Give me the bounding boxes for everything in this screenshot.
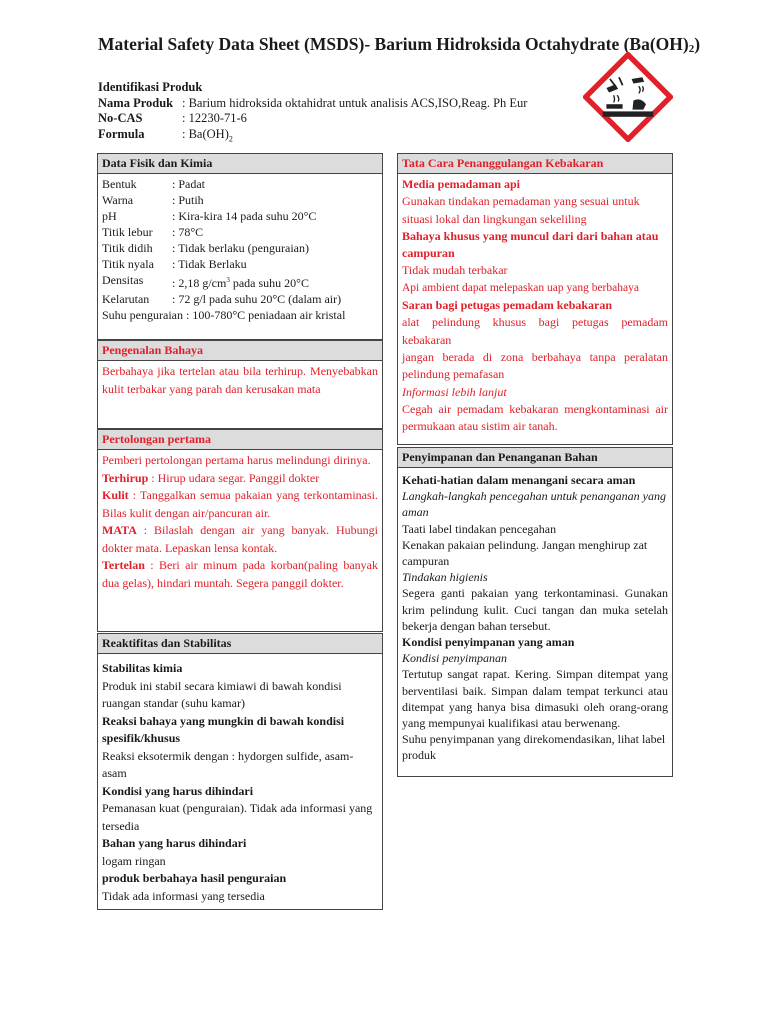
section-text: Kenakan pakaian pelindung. Jangan menghirup zat campuran xyxy=(402,537,648,569)
first-aid-item: MATA : Bilaslah dengan air yang banyak. Hubungi dokter mata. Lepaskan lensa kontak. xyxy=(102,523,378,555)
prop-row: Kelarutan : 72 g/l pada suhu 20°C (dalam air) xyxy=(102,292,342,306)
section-text: logam ringan xyxy=(102,853,166,868)
section-text: Produk ini stabil secara kimiawi di bawah kondisi ruangan standar (suhu kamar) xyxy=(102,678,342,710)
prop-row: Titik nyala : Tidak Berlaku xyxy=(102,257,247,271)
identification-heading: Identifikasi Produk xyxy=(98,80,203,94)
storage-heading: Penyimpanan dan Penanganan Bahan xyxy=(398,448,672,468)
section-heading: Saran bagi petugas pemadam kebakaran xyxy=(402,298,613,313)
first-aid-item: Terhirup : Hirup udara segar. Panggil dokter xyxy=(102,470,320,485)
section-text: Pemanasan kuat (penguraian). Tidak ada informasi yang tersedia xyxy=(102,801,373,833)
cas-row: No-CAS : 12230-71-6 xyxy=(98,111,247,125)
firefighting-heading: Tata Cara Penanggulangan Kebakaran xyxy=(398,154,672,174)
product-name-row: Nama Produk : Barium hidroksida oktahidrat untuk analisis ACS,ISO,Reag. Ph Eur xyxy=(98,95,528,110)
product-identification xyxy=(98,80,527,147)
section-heading: Stabilitas kimia xyxy=(102,661,183,675)
section-heading: Kondisi yang harus dihindari xyxy=(102,783,254,798)
section-heading: Bahaya khusus yang muncul dari dari bahan atau campuran xyxy=(402,228,659,261)
section-text: jangan berada di zona berbahaya tanpa peralatan pelindung pemafasan xyxy=(402,349,668,382)
formula-row: Formula : $Ba(OH)_2$ xyxy=(98,126,233,143)
storage-box xyxy=(397,447,673,777)
prop-row: pH : Kira-kira 14 pada suhu 20°C xyxy=(102,209,317,223)
hazard-text: Berbahaya jika tertelan atau bila terhirup. Menyebabkan kulit terbakar yang parah dan kerusakan mata xyxy=(102,364,378,396)
section-text: Reaksi eksotermik dengan : hydorgen sulfide, asam-asam xyxy=(102,748,354,780)
first-aid-box xyxy=(97,429,383,632)
corrosive-icon xyxy=(583,52,673,142)
hazard-box xyxy=(97,340,383,429)
section-heading: Kehati-hatian dalam menangani secara aman xyxy=(402,473,636,487)
decomposition-temp: Suhu penguraian : 100-780°C peniadaan air kristal xyxy=(102,308,346,322)
section-text: Api ambient dapat melepaskan uap yang berbahaya xyxy=(402,281,639,294)
section-text: Segera ganti pakaian yang terkontaminasi. Gunakan krim pelindung kulit. Cuci tangan dan muka setelah bekerja dengan bahan tersebut. xyxy=(402,586,668,633)
prop-row: Titik didih : Tidak berlaku (penguraian) xyxy=(102,241,309,255)
section-text: Taati label tindakan pencegahan xyxy=(402,521,557,536)
hazard-heading: Pengenalan Bahaya xyxy=(98,341,382,361)
section-subheading: Kondisi penyimpanan xyxy=(402,651,507,666)
first-aid-intro: Pemberi pertolongan pertama harus melindungi dirinya. xyxy=(102,453,371,467)
section-text: Tidak mudah terbakar xyxy=(402,263,508,278)
prop-row: Densitas : 2,18 $g/cm^3$ pada suhu 20°C xyxy=(102,273,309,290)
section-text: alat pelindung khusus bagi petugas pemadam kebakaran xyxy=(402,315,668,347)
section-text: Tidak ada informasi yang tersedia xyxy=(102,888,265,903)
prop-row: Titik lebur : 78°C xyxy=(102,225,204,239)
reactivity-box xyxy=(97,633,383,910)
section-heading: Bahan yang harus dihindari xyxy=(102,836,247,850)
section-text: Cegah air pemadam kebakaran mengkontaminasi air permukaan atau sistim air tanah. xyxy=(402,401,668,434)
reactivity-heading: Reaktifitas dan Stabilitas xyxy=(98,634,382,654)
first-aid-item: Tertelan : Beri air minum pada korban(paling banyak dua gelas), hindari muntah. Segera panggil dokter. xyxy=(102,558,378,590)
section-heading: Reaksi bahaya yang mungkin di bawah kondisi spesifik/khusus xyxy=(102,713,345,745)
section-subheading: Tindakan higienis xyxy=(402,570,488,585)
section-text: Tertutup sangat rapat. Kering. Simpan ditempat yang berventilasi baik. Simpan dalam tempat terkunci atau ditempat yang hanya bisa dimasuki oleh orang-orang yang mempunyai kualifikasi atau berwenang. xyxy=(402,667,668,731)
prop-row: Warna : Putih xyxy=(102,193,204,207)
prop-row: Bentuk : Padat xyxy=(102,177,205,191)
section-heading: produk berbahaya hasil penguraian xyxy=(102,871,287,885)
document-title: Material Safety Data Sheet (MSDS)- Barium Hidroksida Octahydrate $(Ba(OH)_2)$ xyxy=(98,34,701,55)
firefighting-box xyxy=(397,153,673,445)
section-text: Suhu penyimpanan yang direkomendasikan, lihat label produk xyxy=(402,732,666,763)
physical-data-heading: Data Fisik dan Kimia xyxy=(98,154,382,174)
section-heading: Kondisi penyimpanan yang aman xyxy=(402,635,575,650)
physical-data-box xyxy=(97,153,383,340)
section-text: Gunakan tindakan pemadaman yang sesuai untuk situasi lokal dan lingkungan sekeliling xyxy=(402,194,640,226)
section-heading: Informasi lebih lanjut xyxy=(402,384,507,399)
section-heading: Media pemadaman api xyxy=(402,177,521,191)
first-aid-item: Kulit : Tanggalkan semua pakaian yang terkontaminasi. Bilas kulit dengan air/pancuran air. xyxy=(102,488,378,520)
first-aid-heading: Pertolongan pertama xyxy=(98,430,382,450)
section-subheading: Langkah-langkah pencegahan untuk penanganan yang aman xyxy=(402,489,666,520)
